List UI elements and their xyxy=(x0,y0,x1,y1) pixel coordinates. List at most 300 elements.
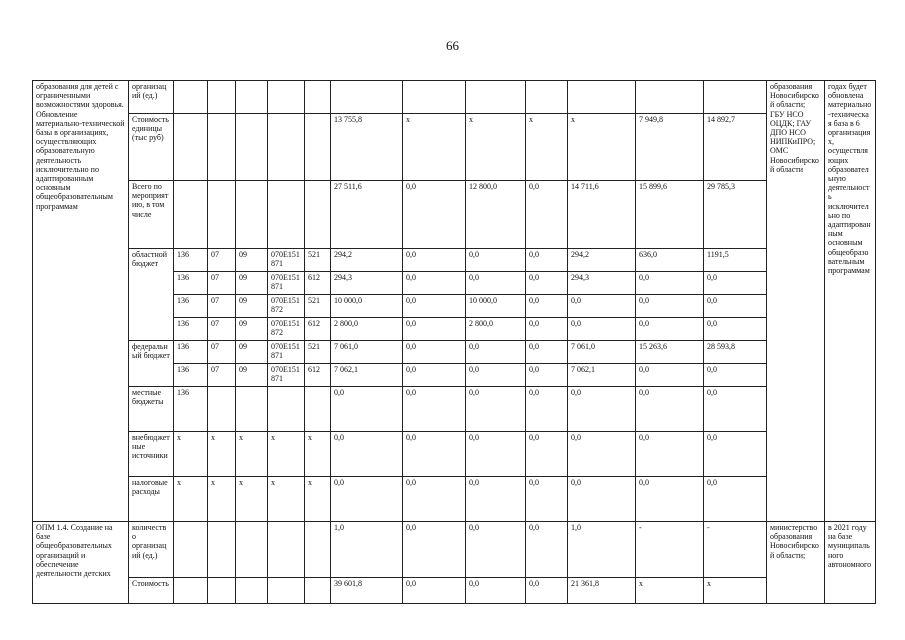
indicator-label-cell xyxy=(129,341,174,387)
amount-cell xyxy=(331,295,403,318)
indicator-label-cell-text: Стоимость xyxy=(132,579,169,588)
amount-cell-text: 0,0 xyxy=(529,365,539,374)
amount-cell xyxy=(526,522,568,578)
amount-cell-text: 0,0 xyxy=(406,523,416,532)
amount-cell-text: 0,0 xyxy=(529,273,539,282)
amount-cell xyxy=(704,81,767,114)
amount-cell xyxy=(636,81,704,114)
indicator-label-cell-text: количество организаций (ед.) xyxy=(132,523,167,560)
amount-cell xyxy=(568,477,636,522)
amount-cell xyxy=(403,341,466,364)
responsible-executor-cell xyxy=(767,81,825,522)
amount-cell-text: 0,0 xyxy=(469,273,479,282)
amount-cell xyxy=(526,295,568,318)
amount-cell-text: 7 949,8 xyxy=(639,115,663,124)
indicator-label-cell-text: налоговые расходы xyxy=(132,478,168,497)
amount-cell-text: 0,0 xyxy=(406,296,416,305)
amount-cell-text: 0,0 xyxy=(469,342,479,351)
budget-code-cell-text: 521 xyxy=(308,296,320,305)
indicator-label-cell xyxy=(129,181,174,249)
amount-cell-text: 0,0 xyxy=(571,319,581,328)
amount-cell xyxy=(704,432,767,477)
amount-cell-text: 0,0 xyxy=(639,296,649,305)
budget-code-cell xyxy=(208,477,236,522)
budget-code-cell xyxy=(174,272,208,295)
amount-cell xyxy=(636,249,704,272)
budget-code-cell xyxy=(236,181,268,249)
budget-code-cell xyxy=(174,181,208,249)
budget-code-cell-text: 612 xyxy=(308,365,320,374)
amount-cell-text: 0,0 xyxy=(571,433,581,442)
budget-code-cell xyxy=(236,81,268,114)
amount-cell-text: 13 755,8 xyxy=(334,115,362,124)
amount-cell xyxy=(568,295,636,318)
event-description-cell-text: ОПМ 1.4. Создание на базе общеобразовательных организаций и обеспечение деятельности детских xyxy=(36,523,113,579)
budget-code-cell xyxy=(305,341,331,364)
amount-cell xyxy=(466,249,526,272)
budget-code-cell xyxy=(208,81,236,114)
amount-cell-text: 10 000,0 xyxy=(334,296,362,305)
amount-cell-text: 0,0 xyxy=(406,319,416,328)
amount-cell xyxy=(466,114,526,181)
budget-code-cell xyxy=(174,249,208,272)
budget-code-cell-text: 070E151871 xyxy=(271,365,300,384)
amount-cell-text: 0,0 xyxy=(707,365,717,374)
indicator-label-cell xyxy=(129,387,174,432)
amount-cell-text: 0,0 xyxy=(639,478,649,487)
indicator-label-cell xyxy=(129,477,174,522)
indicator-label-cell xyxy=(129,522,174,578)
amount-cell xyxy=(466,318,526,341)
amount-cell-text: 0,0 xyxy=(529,296,539,305)
budget-code-cell-text: х xyxy=(239,478,243,487)
amount-cell-text: 7 061,0 xyxy=(571,342,595,351)
amount-cell-text: 0,0 xyxy=(406,250,416,259)
amount-cell xyxy=(331,318,403,341)
amount-cell xyxy=(466,578,526,604)
amount-cell-text: х xyxy=(529,115,533,124)
amount-cell-text: 0,0 xyxy=(707,478,717,487)
amount-cell xyxy=(466,387,526,432)
budget-code-cell xyxy=(305,477,331,522)
amount-cell xyxy=(466,477,526,522)
budget-code-cell-text: х xyxy=(271,478,275,487)
amount-cell xyxy=(568,181,636,249)
amount-cell xyxy=(331,81,403,114)
amount-cell-text: 0,0 xyxy=(469,250,479,259)
amount-cell xyxy=(704,114,767,181)
amount-cell xyxy=(568,318,636,341)
budget-code-cell-text: х xyxy=(239,433,243,442)
budget-code-cell xyxy=(305,522,331,578)
budget-code-cell-text: 07 xyxy=(211,319,219,328)
amount-cell xyxy=(403,318,466,341)
budget-code-cell xyxy=(268,578,305,604)
budget-code-cell xyxy=(305,249,331,272)
amount-cell xyxy=(636,295,704,318)
budget-code-cell xyxy=(208,387,236,432)
indicator-label-cell-text: Стоимость единицы (тыс руб) xyxy=(132,115,169,143)
amount-cell xyxy=(704,249,767,272)
amount-cell-text: 21 361,8 xyxy=(571,579,599,588)
amount-cell-text: 0,0 xyxy=(334,388,344,397)
budget-code-cell-text: х xyxy=(308,478,312,487)
amount-cell xyxy=(403,522,466,578)
amount-cell xyxy=(403,272,466,295)
page-number: 66 xyxy=(446,38,459,53)
budget-code-cell xyxy=(174,364,208,387)
budget-code-cell xyxy=(208,181,236,249)
amount-cell-text: 12 800,0 xyxy=(469,182,497,191)
budget-code-cell-text: 136 xyxy=(177,388,189,397)
amount-cell xyxy=(466,181,526,249)
budget-code-cell xyxy=(174,318,208,341)
amount-cell-text: 0,0 xyxy=(334,433,344,442)
amount-cell xyxy=(526,318,568,341)
amount-cell xyxy=(331,249,403,272)
budget-code-cell xyxy=(268,522,305,578)
responsible-executor-cell-text: министерство образования Новосибирской области; xyxy=(770,523,819,560)
amount-cell xyxy=(466,272,526,295)
budget-code-cell-text: 07 xyxy=(211,342,219,351)
budget-code-cell xyxy=(268,249,305,272)
budget-code-cell-text: 09 xyxy=(239,250,247,259)
responsible-executor-cell-text: образования Новосибирской области; ГБУ НСО ОЦДК; ГАУ ДПО НСО НИПКиПРО; ОМС Новосибирской области xyxy=(770,82,819,174)
table-row xyxy=(33,341,876,364)
budget-code-cell xyxy=(208,114,236,181)
amount-cell-text: 636,0 xyxy=(639,250,657,259)
amount-cell-text: 0,0 xyxy=(469,388,479,397)
amount-cell xyxy=(331,387,403,432)
amount-cell xyxy=(466,81,526,114)
budget-code-cell xyxy=(236,341,268,364)
budget-code-cell-text: 070E151871 xyxy=(271,342,300,361)
amount-cell xyxy=(568,364,636,387)
amount-cell xyxy=(331,522,403,578)
amount-cell xyxy=(331,181,403,249)
amount-cell xyxy=(636,432,704,477)
amount-cell xyxy=(331,364,403,387)
amount-cell-text: - xyxy=(639,523,642,532)
budget-code-cell-text: 09 xyxy=(239,342,247,351)
amount-cell-text: 0,0 xyxy=(469,579,479,588)
amount-cell-text: 294,2 xyxy=(571,250,589,259)
amount-cell-text: 0,0 xyxy=(406,388,416,397)
amount-cell xyxy=(636,114,704,181)
amount-cell xyxy=(568,387,636,432)
indicator-label-cell xyxy=(129,578,174,604)
amount-cell-text: 294,3 xyxy=(571,273,589,282)
budget-code-cell-text: 070E151871 xyxy=(271,250,300,269)
budget-code-cell-text: 136 xyxy=(177,342,189,351)
budget-code-cell-text: х xyxy=(308,433,312,442)
table-row xyxy=(33,578,876,604)
budget-code-cell xyxy=(208,364,236,387)
budget-code-cell xyxy=(268,81,305,114)
amount-cell-text: 1,0 xyxy=(571,523,581,532)
amount-cell xyxy=(704,272,767,295)
budget-code-cell xyxy=(236,249,268,272)
amount-cell xyxy=(636,272,704,295)
amount-cell xyxy=(704,181,767,249)
amount-cell-text: х xyxy=(707,579,711,588)
budget-code-cell xyxy=(174,295,208,318)
amount-cell-text: 0,0 xyxy=(406,478,416,487)
amount-cell xyxy=(526,432,568,477)
amount-cell xyxy=(636,522,704,578)
expected-result-cell xyxy=(825,81,876,522)
amount-cell-text: 1191,5 xyxy=(707,250,729,259)
amount-cell-text: 15 263,6 xyxy=(639,342,667,351)
amount-cell-text: 28 593,8 xyxy=(707,342,735,351)
budget-code-cell-text: 070E151872 xyxy=(271,296,300,315)
budget-code-cell xyxy=(268,318,305,341)
budget-code-cell xyxy=(174,477,208,522)
amount-cell-text: 2 800,0 xyxy=(334,319,358,328)
amount-cell-text: 0,0 xyxy=(707,388,717,397)
amount-cell xyxy=(704,477,767,522)
amount-cell-text: 29 785,3 xyxy=(707,182,735,191)
amount-cell xyxy=(568,522,636,578)
amount-cell xyxy=(636,477,704,522)
amount-cell-text: 0,0 xyxy=(639,388,649,397)
amount-cell xyxy=(403,249,466,272)
budget-code-cell xyxy=(236,432,268,477)
table-row xyxy=(33,432,876,477)
amount-cell xyxy=(568,81,636,114)
amount-cell-text: 2 800,0 xyxy=(469,319,493,328)
amount-cell-text: 7 062,1 xyxy=(334,365,358,374)
amount-cell xyxy=(403,295,466,318)
amount-cell xyxy=(403,181,466,249)
amount-cell-text: 7 062,1 xyxy=(571,365,595,374)
indicator-label-cell-text: внебюджетные источники xyxy=(132,433,170,461)
amount-cell xyxy=(704,318,767,341)
amount-cell-text: 0,0 xyxy=(529,250,539,259)
amount-cell-text: 14 711,6 xyxy=(571,182,599,191)
amount-cell-text: 0,0 xyxy=(571,388,581,397)
indicator-label-cell-text: Всего по мероприятию, в том числе xyxy=(132,182,169,219)
budget-code-cell-text: 09 xyxy=(239,319,247,328)
amount-cell-text: х xyxy=(571,115,575,124)
budget-code-cell xyxy=(236,522,268,578)
amount-cell xyxy=(526,578,568,604)
budget-code-cell xyxy=(174,387,208,432)
indicator-label-cell xyxy=(129,81,174,114)
budget-code-cell-text: 07 xyxy=(211,365,219,374)
amount-cell-text: 0,0 xyxy=(406,273,416,282)
amount-cell xyxy=(331,432,403,477)
table-row xyxy=(33,477,876,522)
amount-cell-text: 0,0 xyxy=(529,182,539,191)
amount-cell xyxy=(403,387,466,432)
amount-cell-text: 0,0 xyxy=(529,433,539,442)
amount-cell xyxy=(526,272,568,295)
amount-cell xyxy=(568,114,636,181)
amount-cell xyxy=(704,341,767,364)
budget-code-cell-text: 09 xyxy=(239,296,247,305)
amount-cell-text: 0,0 xyxy=(529,342,539,351)
budget-code-cell-text: х xyxy=(177,433,181,442)
amount-cell xyxy=(636,578,704,604)
responsible-executor-cell xyxy=(767,522,825,604)
amount-cell xyxy=(403,432,466,477)
budget-code-cell xyxy=(268,364,305,387)
amount-cell xyxy=(526,341,568,364)
amount-cell-text: 15 899,6 xyxy=(639,182,667,191)
budget-code-cell-text: 07 xyxy=(211,273,219,282)
budget-code-cell xyxy=(236,578,268,604)
table-row xyxy=(33,249,876,272)
budget-code-cell xyxy=(305,432,331,477)
budget-code-cell xyxy=(268,387,305,432)
amount-cell xyxy=(466,522,526,578)
budget-code-cell-text: х xyxy=(177,478,181,487)
amount-cell xyxy=(466,432,526,477)
amount-cell xyxy=(403,364,466,387)
amount-cell xyxy=(704,295,767,318)
budget-code-cell xyxy=(268,432,305,477)
budget-code-cell xyxy=(208,578,236,604)
budget-code-cell xyxy=(305,318,331,341)
budget-code-cell xyxy=(208,318,236,341)
amount-cell-text: 0,0 xyxy=(406,365,416,374)
budget-code-cell xyxy=(305,81,331,114)
amount-cell-text: 14 892,7 xyxy=(707,115,735,124)
amount-cell xyxy=(636,387,704,432)
indicator-label-cell xyxy=(129,114,174,181)
amount-cell xyxy=(704,578,767,604)
amount-cell-text: 0,0 xyxy=(469,478,479,487)
amount-cell-text: 0,0 xyxy=(529,579,539,588)
amount-cell-text: 0,0 xyxy=(529,319,539,328)
budget-code-cell xyxy=(305,114,331,181)
amount-cell-text: 0,0 xyxy=(529,523,539,532)
amount-cell xyxy=(636,364,704,387)
budget-code-cell xyxy=(208,249,236,272)
budget-code-cell xyxy=(305,295,331,318)
amount-cell-text: 294,3 xyxy=(334,273,352,282)
amount-cell xyxy=(704,364,767,387)
table-row xyxy=(33,114,876,181)
amount-cell xyxy=(403,578,466,604)
amount-cell xyxy=(331,578,403,604)
budget-code-cell-text: х xyxy=(211,433,215,442)
amount-cell xyxy=(331,341,403,364)
amount-cell-text: 0,0 xyxy=(469,433,479,442)
amount-cell-text: 0,0 xyxy=(406,342,416,351)
amount-cell xyxy=(331,114,403,181)
indicator-label-cell xyxy=(129,432,174,477)
amount-cell-text: 0,0 xyxy=(469,523,479,532)
amount-cell xyxy=(526,387,568,432)
budget-code-cell xyxy=(236,477,268,522)
table-row xyxy=(33,522,876,578)
amount-cell xyxy=(526,364,568,387)
expected-result-cell xyxy=(825,522,876,604)
budget-code-cell-text: 09 xyxy=(239,273,247,282)
budget-code-cell xyxy=(208,341,236,364)
amount-cell-text: 0,0 xyxy=(639,273,649,282)
budget-code-cell xyxy=(305,181,331,249)
amount-cell xyxy=(403,477,466,522)
budget-code-cell xyxy=(268,181,305,249)
amount-cell-text: 10 000,0 xyxy=(469,296,497,305)
amount-cell xyxy=(526,181,568,249)
table-row xyxy=(33,81,876,114)
amount-cell-text: х xyxy=(639,579,643,588)
budget-code-cell-text: 521 xyxy=(308,250,320,259)
amount-cell xyxy=(526,81,568,114)
budget-code-cell xyxy=(236,387,268,432)
budget-code-cell-text: х xyxy=(271,433,275,442)
budget-code-cell xyxy=(305,364,331,387)
amount-cell xyxy=(466,341,526,364)
amount-cell xyxy=(568,578,636,604)
budget-code-cell-text: 521 xyxy=(308,342,320,351)
indicator-label-cell-text: организаций (ед.) xyxy=(132,82,167,101)
amount-cell-text: 0,0 xyxy=(334,478,344,487)
expected-result-cell-text: годах будет обновлена материально-техническая база в 6 организациях, осуществляющих образовательную деятельность исключительно по адаптированным основным общеобразовательным программам xyxy=(828,82,872,276)
budget-code-cell-text: 09 xyxy=(239,365,247,374)
budget-code-cell xyxy=(174,432,208,477)
amount-cell xyxy=(704,522,767,578)
amount-cell xyxy=(466,295,526,318)
amount-cell-text: 0,0 xyxy=(406,182,416,191)
budget-code-cell-text: 136 xyxy=(177,273,189,282)
amount-cell xyxy=(568,341,636,364)
budget-code-cell xyxy=(236,364,268,387)
indicator-label-cell xyxy=(129,249,174,341)
amount-cell-text: 0,0 xyxy=(707,273,717,282)
indicator-label-cell-text: местные бюджеты xyxy=(132,388,164,407)
budget-code-cell xyxy=(236,295,268,318)
amount-cell xyxy=(636,341,704,364)
budget-code-cell xyxy=(208,522,236,578)
budget-code-cell xyxy=(268,114,305,181)
amount-cell xyxy=(466,364,526,387)
amount-cell-text: 0,0 xyxy=(469,365,479,374)
indicator-label-cell-text: областной бюджет xyxy=(132,250,168,269)
amount-cell xyxy=(636,181,704,249)
budget-code-cell-text: х xyxy=(211,478,215,487)
budget-code-cell xyxy=(236,114,268,181)
amount-cell-text: 294,2 xyxy=(334,250,352,259)
amount-cell xyxy=(704,387,767,432)
budget-code-cell-text: 612 xyxy=(308,273,320,282)
amount-cell-text: 7 061,0 xyxy=(334,342,358,351)
budget-code-cell-text: 136 xyxy=(177,365,189,374)
amount-cell-text: 0,0 xyxy=(707,296,717,305)
event-description-cell-text: образования для детей с ограниченными возможностями здоровья. Обновление материально-технической базы в организациях, осуществляющих образовательную деятельность исключительно по адаптированным основным общеобразовательным программам xyxy=(36,82,125,211)
amount-cell-text: 0,0 xyxy=(707,319,717,328)
amount-cell xyxy=(568,249,636,272)
indicator-label-cell-text: федеральный бюджет xyxy=(132,342,170,361)
amount-cell-text: 27 511,6 xyxy=(334,182,362,191)
amount-cell xyxy=(331,272,403,295)
amount-cell-text: 0,0 xyxy=(639,433,649,442)
expected-result-cell-text: в 2021 году на базе муниципального автономного xyxy=(828,523,872,569)
budget-code-cell-text: 136 xyxy=(177,296,189,305)
amount-cell-text: 0,0 xyxy=(529,478,539,487)
amount-cell-text: 0,0 xyxy=(639,319,649,328)
event-description-cell xyxy=(33,522,129,604)
amount-cell xyxy=(403,114,466,181)
amount-cell-text: 0,0 xyxy=(639,365,649,374)
budget-code-cell xyxy=(236,318,268,341)
budget-code-cell xyxy=(208,272,236,295)
budget-table xyxy=(32,80,876,604)
